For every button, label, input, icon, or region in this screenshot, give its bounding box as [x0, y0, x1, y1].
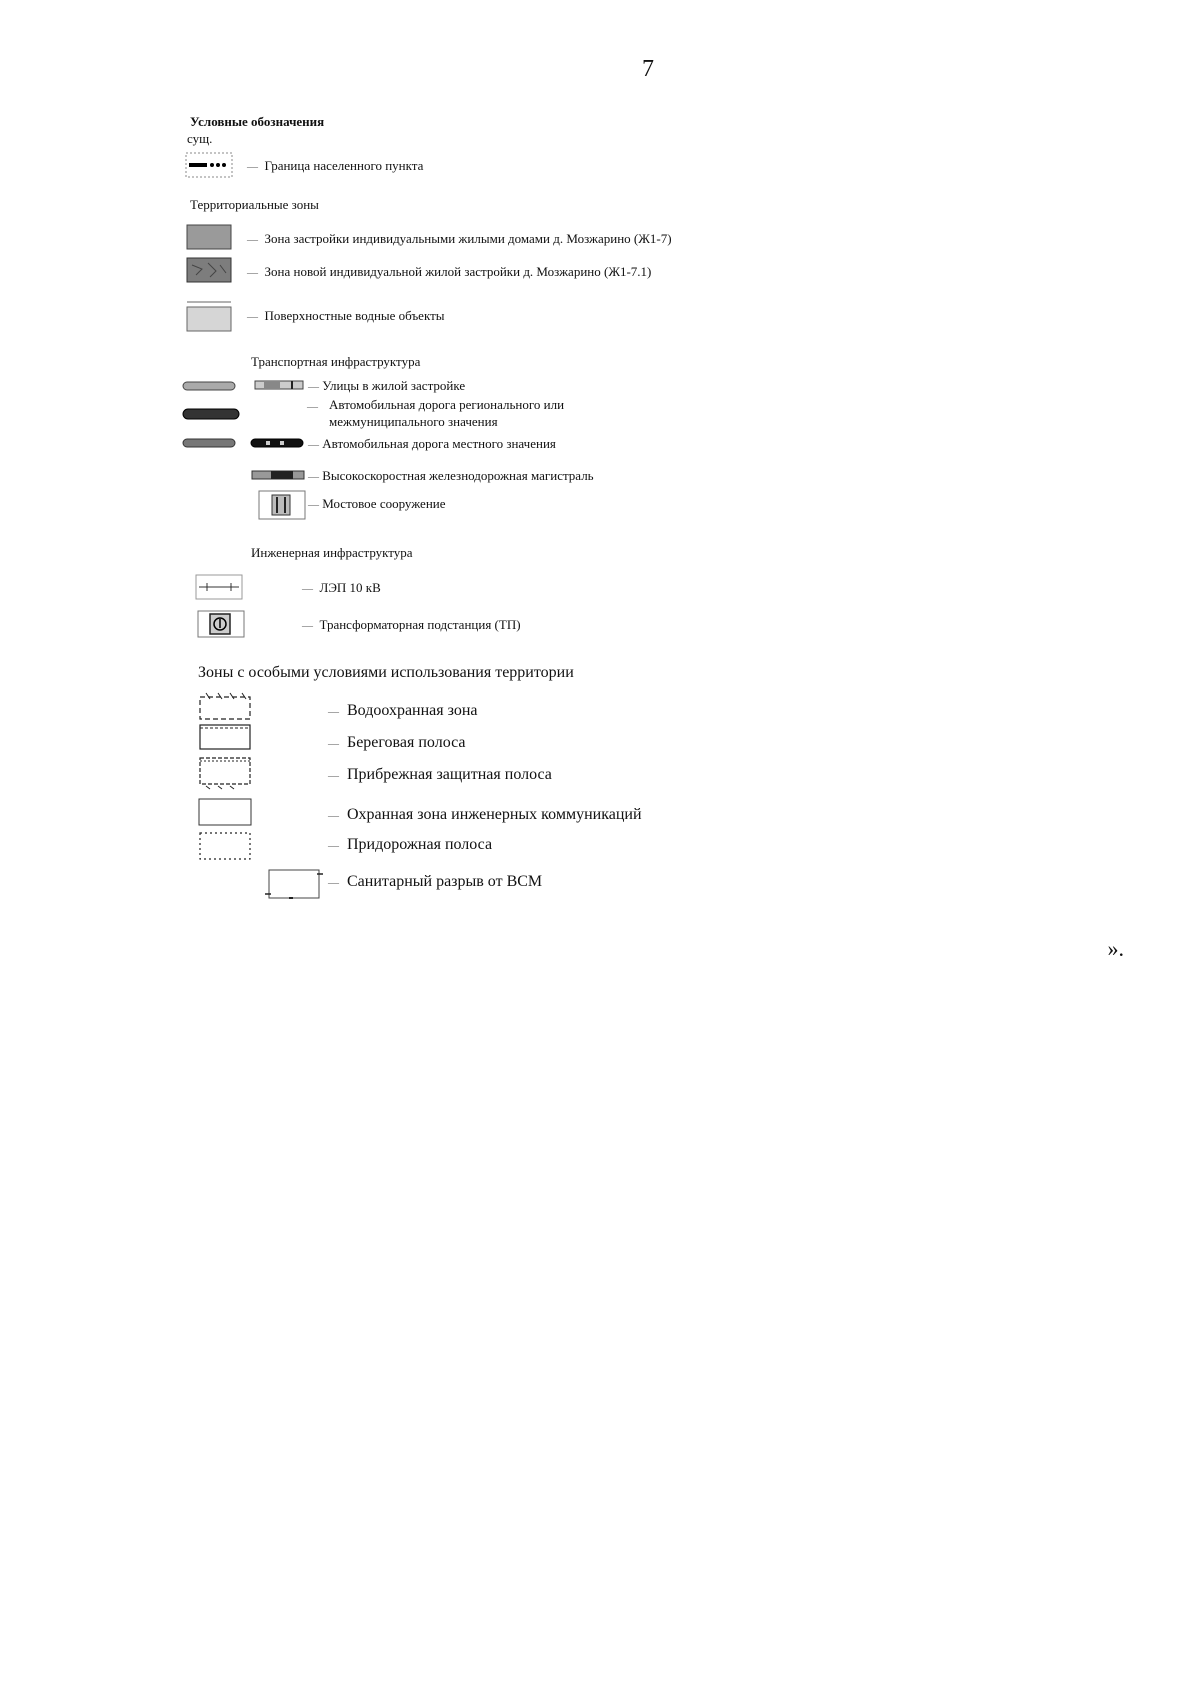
closing-quote: ».: [1107, 936, 1124, 961]
territorial-zones-heading: Территориальные зоны: [190, 197, 319, 212]
legend-title: Условные обозначения: [190, 114, 325, 129]
legend-item-label: — Придорожная полоса: [328, 836, 493, 853]
legend-item-label: межмуниципального значения: [329, 414, 498, 429]
legend-item-label: — ЛЭП 10 кВ: [302, 580, 381, 595]
legend-item-label: — Высокоскоростная железнодорожная магистраль: [308, 468, 594, 483]
roadside-strip-symbol: [196, 829, 256, 863]
power-line-symbol: [195, 574, 243, 600]
street-symbol-right: [254, 379, 304, 391]
settlement-border-symbol: [185, 152, 233, 178]
legend-item-label: — Зона новой индивидуальной жилой застройки д. Мозжарино (Ж1-7.1): [247, 264, 652, 279]
bridge-symbol: [258, 490, 306, 520]
legend-item-label: — Зона застройки индивидуальными жилыми домами д. Мозжарино (Ж1-7): [247, 231, 672, 246]
legend-item-label: Автомобильная дорога регионального или: [329, 397, 565, 412]
transformer-substation-symbol: [197, 610, 245, 638]
legend-item-label: — Санитарный разрыв от ВСМ: [328, 873, 543, 890]
sanitary-gap-symbol: [263, 864, 327, 904]
transport-heading: Транспортная инфраструктура: [251, 354, 421, 369]
legend-item-label: — Трансформаторная подстанция (ТП): [302, 617, 521, 632]
legend-item-label: — Прибрежная защитная полоса: [328, 766, 552, 783]
coastal-strip-symbol: [196, 721, 256, 753]
special-zones-heading: Зоны с особыми условиями использования территории: [198, 664, 574, 681]
legend-item-label: — Автомобильная дорога местного значения: [308, 436, 556, 451]
local-road-symbol-left: [182, 437, 236, 449]
legend-item-label: — Мостовое сооружение: [308, 496, 446, 511]
street-symbol-left: [182, 380, 236, 392]
water-body-symbol: [186, 300, 232, 332]
legend-item-label: — Граница населенного пункта: [247, 158, 424, 173]
legend-item-label: — Береговая полоса: [328, 734, 466, 751]
zone-zh1-7-symbol: [186, 224, 232, 250]
legend-subtitle: сущ.: [187, 131, 213, 146]
legend-item-label: —: [307, 401, 318, 413]
legend-item-label: — Поверхностные водные объекты: [247, 308, 445, 323]
utility-protection-zone-symbol: [196, 796, 256, 828]
high-speed-rail-symbol: [251, 469, 305, 481]
local-road-symbol-right: [250, 437, 304, 449]
legend-item-label: — Улицы в жилой застройке: [308, 378, 466, 393]
water-protection-zone-symbol: [196, 691, 256, 723]
page-number: 7: [642, 56, 654, 82]
legend-item-label: — Охранная зона инженерных коммуникаций: [328, 806, 642, 823]
engineering-heading: Инженерная инфраструктура: [251, 545, 413, 560]
regional-road-symbol: [182, 407, 240, 421]
zone-zh1-7-1-symbol: [186, 257, 232, 283]
coastal-protective-strip-symbol: [196, 752, 256, 790]
legend-item-label: — Водоохранная зона: [328, 702, 478, 719]
